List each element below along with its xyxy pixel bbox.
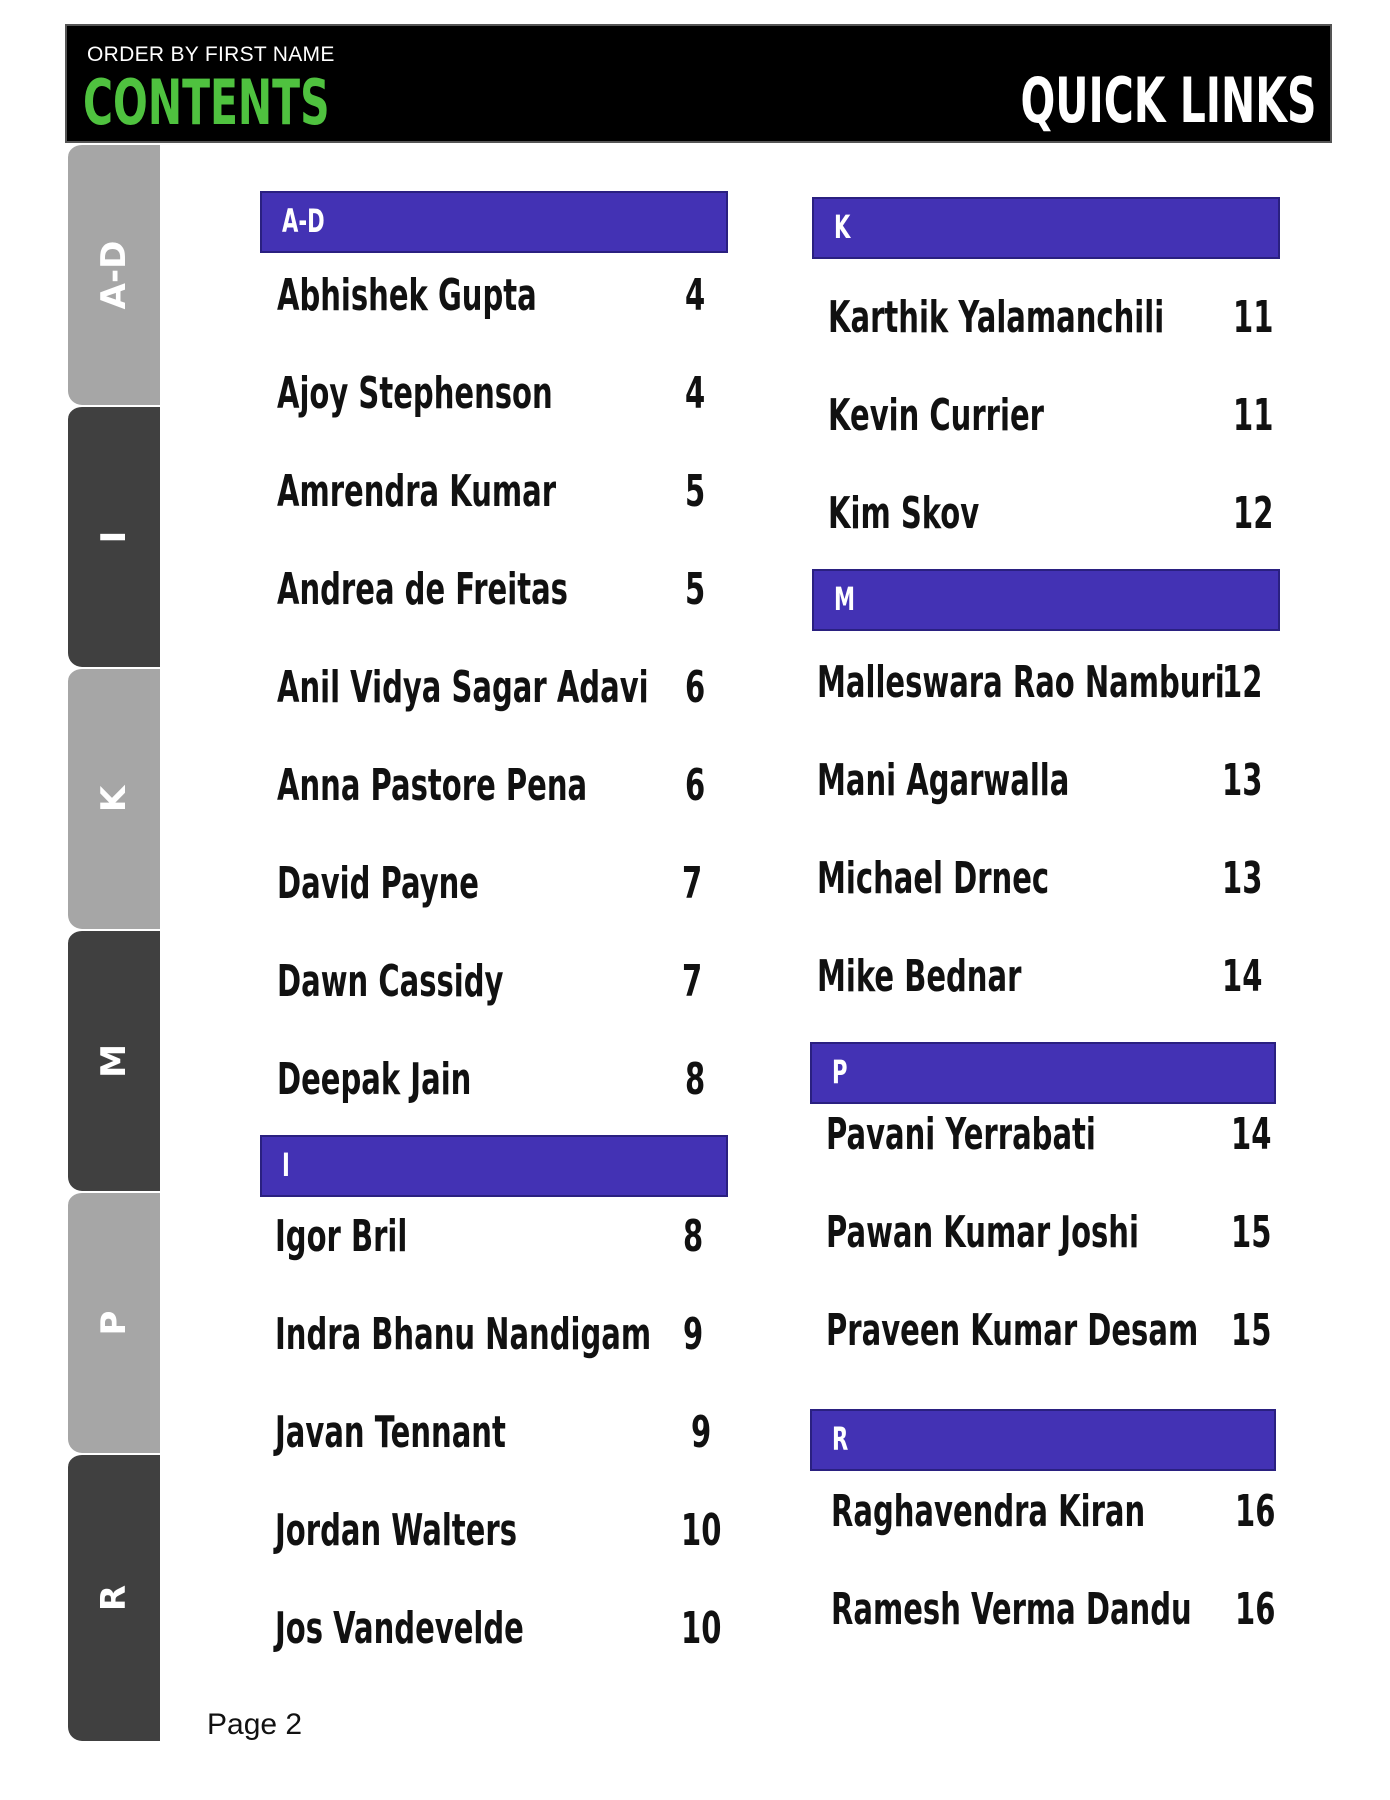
toc-entry[interactable] <box>277 761 727 811</box>
entry-page: 7 <box>682 858 703 909</box>
entry-page: 14 <box>1231 1109 1272 1160</box>
section-header-i[interactable] <box>260 1135 728 1197</box>
toc-entry[interactable] <box>275 1212 735 1262</box>
toc-entry[interactable] <box>828 391 1278 441</box>
header-bar <box>65 24 1332 143</box>
entry-name: Mike Bednar <box>817 951 1022 1002</box>
tab-p[interactable] <box>68 1191 160 1453</box>
toc-entry[interactable] <box>275 1506 735 1556</box>
toc-entry[interactable] <box>817 854 1277 904</box>
entry-page: 9 <box>683 1309 704 1360</box>
entry-name: Amrendra Kumar <box>277 466 557 517</box>
entry-page: 16 <box>1235 1584 1276 1635</box>
entry-page: 11 <box>1233 292 1274 343</box>
section-label: R <box>832 1420 849 1458</box>
toc-entry[interactable] <box>275 1408 735 1458</box>
entry-name: Karthik Yalamanchili <box>828 292 1165 343</box>
entry-name: Mani Agarwalla <box>817 755 1070 806</box>
toc-entry[interactable] <box>831 1487 1281 1537</box>
entry-page: 14 <box>1222 951 1263 1002</box>
toc-entry[interactable] <box>831 1585 1281 1635</box>
entry-name: Ramesh Verma Dandu <box>831 1584 1192 1635</box>
entry-name: Pawan Kumar Joshi <box>826 1207 1139 1258</box>
entry-page: 8 <box>683 1211 704 1262</box>
toc-entry[interactable] <box>828 293 1278 343</box>
entry-page: 10 <box>681 1505 722 1556</box>
entry-page: 15 <box>1231 1207 1272 1258</box>
entry-name: Pavani Yerrabati <box>826 1109 1096 1160</box>
entry-page: 11 <box>1233 390 1274 441</box>
toc-entry[interactable] <box>275 1604 735 1654</box>
entry-page: 7 <box>682 956 703 1007</box>
tab-r[interactable] <box>68 1453 160 1741</box>
toc-entry[interactable] <box>277 369 727 419</box>
section-header-p[interactable] <box>810 1042 1276 1104</box>
entry-page: 12 <box>1222 657 1263 708</box>
entry-name: Kim Skov <box>828 488 980 539</box>
toc-entry[interactable] <box>275 1310 735 1360</box>
toc-entry[interactable] <box>817 756 1277 806</box>
entry-name: Javan Tennant <box>275 1407 506 1458</box>
section-label: A-D <box>282 202 325 240</box>
toc-entry[interactable] <box>277 271 727 321</box>
entry-name: Igor Bril <box>275 1211 408 1262</box>
entry-page: 9 <box>691 1407 712 1458</box>
section-label: M <box>834 580 856 618</box>
entry-page: 15 <box>1231 1305 1272 1356</box>
entry-name: Anil Vidya Sagar Adavi <box>277 662 649 713</box>
entry-name: Raghavendra Kiran <box>831 1486 1146 1537</box>
entry-name: Jos Vandevelde <box>275 1603 524 1654</box>
tab-label: R <box>94 1584 134 1612</box>
entry-name: Jordan Walters <box>275 1505 517 1556</box>
tab-label: I <box>94 530 134 544</box>
tab-label: M <box>94 1044 134 1078</box>
entry-page: 12 <box>1233 488 1274 539</box>
toc-entry[interactable] <box>817 658 1277 708</box>
entry-page: 6 <box>685 662 706 713</box>
toc-entry[interactable] <box>826 1110 1276 1160</box>
tab-label: K <box>94 785 134 813</box>
entry-page: 4 <box>685 270 706 321</box>
entry-name: Ajoy Stephenson <box>277 368 553 419</box>
entry-page: 13 <box>1222 853 1263 904</box>
entry-name: Anna Pastore Pena <box>277 760 588 811</box>
section-header-r[interactable] <box>810 1409 1276 1471</box>
toc-entry[interactable] <box>277 859 727 909</box>
section-header-m[interactable] <box>812 569 1280 631</box>
tab-label: P <box>94 1310 134 1336</box>
tab-i[interactable] <box>68 405 160 667</box>
entry-page: 6 <box>685 760 706 811</box>
entry-name: Praveen Kumar Desam <box>826 1305 1199 1356</box>
quick-links-title: QUICK LINKS <box>1020 64 1316 137</box>
page-title: CONTENTS <box>83 66 330 139</box>
entry-name: Michael Drnec <box>817 853 1050 904</box>
tab-k[interactable] <box>68 667 160 929</box>
section-header-k[interactable] <box>812 197 1280 259</box>
order-label: ORDER BY FIRST NAME <box>87 43 335 66</box>
entry-name: Dawn Cassidy <box>277 956 504 1007</box>
entry-page: 4 <box>685 368 706 419</box>
entry-name: Indra Bhanu Nandigam <box>275 1309 652 1360</box>
page-number: Page 2 <box>207 1708 303 1741</box>
entry-name: Abhishek Gupta <box>277 270 537 321</box>
toc-entry[interactable] <box>828 489 1278 539</box>
tab-label: A-D <box>94 240 134 310</box>
section-label: K <box>834 208 851 246</box>
toc-entry[interactable] <box>277 565 727 615</box>
toc-entry[interactable] <box>826 1208 1276 1258</box>
entry-page: 5 <box>685 466 706 517</box>
tab-m[interactable] <box>68 929 160 1191</box>
entry-page: 8 <box>685 1054 706 1105</box>
toc-entry[interactable] <box>817 952 1277 1002</box>
section-label: I <box>282 1146 290 1184</box>
toc-entry[interactable] <box>277 663 727 713</box>
tab-a-d[interactable] <box>68 143 160 405</box>
entry-page: 10 <box>681 1603 722 1654</box>
toc-entry[interactable] <box>277 957 727 1007</box>
entry-name: Malleswara Rao Namburi <box>817 657 1225 708</box>
entry-name: Deepak Jain <box>277 1054 472 1105</box>
toc-entry[interactable] <box>277 1055 727 1105</box>
entry-page: 13 <box>1222 755 1263 806</box>
entry-page: 16 <box>1235 1486 1276 1537</box>
section-label: P <box>832 1053 848 1091</box>
toc-entry[interactable] <box>277 467 727 517</box>
entry-name: Kevin Currier <box>828 390 1044 441</box>
entry-name: David Payne <box>277 858 479 909</box>
section-header-a-d[interactable] <box>260 191 728 253</box>
toc-entry[interactable] <box>826 1306 1276 1356</box>
entry-page: 5 <box>685 564 706 615</box>
entry-name: Andrea de Freitas <box>277 564 568 615</box>
